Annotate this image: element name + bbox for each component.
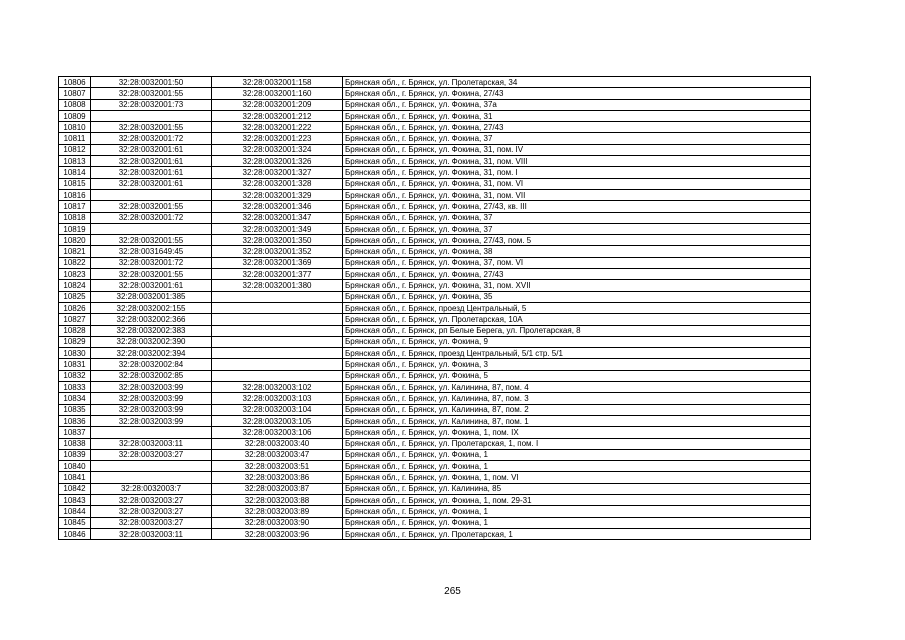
- address-cell: Брянская обл., г. Брянск, ул. Фокина, 9: [343, 336, 811, 347]
- address-cell: Брянская обл., г. Брянск, ул. Фокина, 27/43: [343, 269, 811, 280]
- row-number-cell: 10837: [59, 427, 91, 438]
- address-cell: Брянская обл., г. Брянск, ул. Пролетарская, 1: [343, 528, 811, 539]
- address-cell: Брянская обл., г. Брянск, ул. Калинина, 87, пом. 3: [343, 393, 811, 404]
- address-cell: Брянская обл., г. Брянск, ул. Фокина, 37: [343, 223, 811, 234]
- object-number-cell: 32:28:0032001:324: [212, 144, 343, 155]
- address-cell: Брянская обл., г. Брянск, ул. Фокина, 31, пом. XVII: [343, 280, 811, 291]
- object-number-cell: [212, 325, 343, 336]
- table-row: [59, 201, 811, 212]
- table-row: [59, 449, 811, 460]
- object-number-cell: 32:28:0032001:380: [212, 280, 343, 291]
- address-cell: Брянская обл., г. Брянск, ул. Фокина, 31, пом. IV: [343, 144, 811, 155]
- address-cell: Брянская обл., г. Брянск, ул. Фокина, 1: [343, 449, 811, 460]
- address-cell: Брянская обл., г. Брянск, ул. Калинина, 87, пом. 1: [343, 415, 811, 426]
- address-cell: Брянская обл., г. Брянск, ул. Фокина, 37: [343, 212, 811, 223]
- object-number-cell: 32:28:0032001:352: [212, 246, 343, 257]
- object-number-cell: 32:28:0032003:106: [212, 427, 343, 438]
- object-number-cell: 32:28:0032001:222: [212, 122, 343, 133]
- row-number-cell: 10840: [59, 461, 91, 472]
- row-number-cell: 10828: [59, 325, 91, 336]
- row-number-cell: 10829: [59, 336, 91, 347]
- address-cell: Брянская обл., г. Брянск, ул. Пролетарская, 10А: [343, 314, 811, 325]
- parcel-number-cell: 32:28:0032001:72: [91, 212, 212, 223]
- table-row: [59, 257, 811, 268]
- object-number-cell: 32:28:0032003:105: [212, 415, 343, 426]
- row-number-cell: 10826: [59, 302, 91, 313]
- row-number-cell: 10820: [59, 235, 91, 246]
- table-row: [59, 325, 811, 336]
- row-number-cell: 10846: [59, 528, 91, 539]
- object-number-cell: 32:28:0032001:347: [212, 212, 343, 223]
- table-row: [59, 110, 811, 121]
- parcel-number-cell: 32:28:0032001:61: [91, 156, 212, 167]
- parcel-number-cell: 32:28:0032001:55: [91, 201, 212, 212]
- table-row: [59, 314, 811, 325]
- object-number-cell: 32:28:0032003:96: [212, 528, 343, 539]
- row-number-cell: 10816: [59, 189, 91, 200]
- object-number-cell: 32:28:0032001:328: [212, 178, 343, 189]
- address-cell: Брянская обл., г. Брянск, ул. Фокина, 1: [343, 517, 811, 528]
- row-number-cell: 10819: [59, 223, 91, 234]
- object-number-cell: 32:28:0032001:350: [212, 235, 343, 246]
- parcel-number-cell: 32:28:0032001:61: [91, 144, 212, 155]
- address-cell: Брянская обл., г. Брянск, ул. Фокина, 31, пом. I: [343, 167, 811, 178]
- object-number-cell: [212, 336, 343, 347]
- object-number-cell: 32:28:0032001:212: [212, 110, 343, 121]
- row-number-cell: 10815: [59, 178, 91, 189]
- address-cell: Брянская обл., г. Брянск, ул. Фокина, 35: [343, 291, 811, 302]
- row-number-cell: 10825: [59, 291, 91, 302]
- address-cell: Брянская обл., г. Брянск, ул. Фокина, 1, пом. 29-31: [343, 494, 811, 505]
- table-row: [59, 370, 811, 381]
- table-row: [59, 472, 811, 483]
- row-number-cell: 10814: [59, 167, 91, 178]
- table-row: [59, 167, 811, 178]
- parcel-number-cell: 32:28:0032002:84: [91, 359, 212, 370]
- object-number-cell: 32:28:0032003:47: [212, 449, 343, 460]
- row-number-cell: 10817: [59, 201, 91, 212]
- address-cell: Брянская обл., г. Брянск, ул. Фокина, 31: [343, 110, 811, 121]
- object-number-cell: [212, 314, 343, 325]
- parcel-number-cell: 32:28:0032003:27: [91, 506, 212, 517]
- parcel-number-cell: 32:28:0032001:61: [91, 178, 212, 189]
- parcel-number-cell: 32:28:0032002:155: [91, 302, 212, 313]
- parcel-number-cell: 32:28:0032001:61: [91, 280, 212, 291]
- row-number-cell: 10831: [59, 359, 91, 370]
- row-number-cell: 10823: [59, 269, 91, 280]
- address-cell: Брянская обл., г. Брянск, ул. Фокина, 27/43: [343, 122, 811, 133]
- address-cell: Брянская обл., г. Брянск, ул. Фокина, 37а: [343, 99, 811, 110]
- table-row: [59, 246, 811, 257]
- parcel-number-cell: 32:28:0032003:99: [91, 393, 212, 404]
- table-row: [59, 528, 811, 539]
- parcel-number-cell: 32:28:0032003:11: [91, 438, 212, 449]
- parcel-number-cell: 32:28:0032001:61: [91, 167, 212, 178]
- table-row: [59, 517, 811, 528]
- address-cell: Брянская обл., г. Брянск, ул. Пролетарская, 34: [343, 77, 811, 88]
- parcel-number-cell: [91, 461, 212, 472]
- parcel-number-cell: 32:28:0032003:27: [91, 517, 212, 528]
- parcel-number-cell: 32:28:0031649:45: [91, 246, 212, 257]
- address-cell: Брянская обл., г. Брянск, ул. Фокина, 1, пом. IX: [343, 427, 811, 438]
- table-row: [59, 461, 811, 472]
- address-cell: Брянская обл., г. Брянск, ул. Фокина, 38: [343, 246, 811, 257]
- row-number-cell: 10821: [59, 246, 91, 257]
- row-number-cell: 10808: [59, 99, 91, 110]
- address-cell: Брянская обл., г. Брянск, ул. Фокина, 3: [343, 359, 811, 370]
- object-number-cell: 32:28:0032001:377: [212, 269, 343, 280]
- table-row: [59, 235, 811, 246]
- object-number-cell: 32:28:0032003:87: [212, 483, 343, 494]
- address-cell: Брянская обл., г. Брянск, рп Белые Берега, ул. Пролетарская, 8: [343, 325, 811, 336]
- table-row: [59, 223, 811, 234]
- row-number-cell: 10843: [59, 494, 91, 505]
- object-number-cell: 32:28:0032001:369: [212, 257, 343, 268]
- object-number-cell: 32:28:0032001:327: [212, 167, 343, 178]
- parcel-number-cell: 32:28:0032003:99: [91, 404, 212, 415]
- object-number-cell: 32:28:0032001:346: [212, 201, 343, 212]
- parcel-number-cell: 32:28:0032001:50: [91, 77, 212, 88]
- table-row: [59, 438, 811, 449]
- parcel-number-cell: [91, 472, 212, 483]
- address-cell: Брянская обл., г. Брянск, ул. Калинина, 87, пом. 4: [343, 382, 811, 393]
- parcel-number-cell: [91, 427, 212, 438]
- parcel-number-cell: 32:28:0032001:55: [91, 88, 212, 99]
- page-number: 265: [444, 586, 461, 597]
- row-number-cell: 10839: [59, 449, 91, 460]
- table-row: [59, 212, 811, 223]
- parcel-number-cell: 32:28:0032002:366: [91, 314, 212, 325]
- object-number-cell: 32:28:0032001:209: [212, 99, 343, 110]
- address-cell: Брянская обл., г. Брянск, ул. Фокина, 1: [343, 506, 811, 517]
- parcel-number-cell: 32:28:0032003:27: [91, 494, 212, 505]
- table-row: [59, 393, 811, 404]
- object-number-cell: [212, 302, 343, 313]
- parcel-number-cell: [91, 189, 212, 200]
- parcel-number-cell: 32:28:0032001:385: [91, 291, 212, 302]
- parcel-number-cell: 32:28:0032001:73: [91, 99, 212, 110]
- table-row: [59, 133, 811, 144]
- object-number-cell: 32:28:0032003:104: [212, 404, 343, 415]
- row-number-cell: 10818: [59, 212, 91, 223]
- table-row: [59, 427, 811, 438]
- row-number-cell: 10810: [59, 122, 91, 133]
- table-row: [59, 269, 811, 280]
- row-number-cell: 10806: [59, 77, 91, 88]
- registry-table-body: [59, 77, 811, 540]
- address-cell: Брянская обл., г. Брянск, ул. Фокина, 31, пом. VIII: [343, 156, 811, 167]
- row-number-cell: 10844: [59, 506, 91, 517]
- object-number-cell: 32:28:0032001:158: [212, 77, 343, 88]
- object-number-cell: 32:28:0032003:40: [212, 438, 343, 449]
- table-row: [59, 404, 811, 415]
- row-number-cell: 10811: [59, 133, 91, 144]
- parcel-number-cell: 32:28:0032003:11: [91, 528, 212, 539]
- parcel-number-cell: 32:28:0032001:72: [91, 133, 212, 144]
- object-number-cell: 32:28:0032001:349: [212, 223, 343, 234]
- table-row: [59, 348, 811, 359]
- table-row: [59, 291, 811, 302]
- object-number-cell: [212, 291, 343, 302]
- address-cell: Брянская обл., г. Брянск, ул. Фокина, 37, пом. VI: [343, 257, 811, 268]
- address-cell: Брянская обл., г. Брянск, ул. Калинина, 87, пом. 2: [343, 404, 811, 415]
- address-cell: Брянская обл., г. Брянск, ул. Фокина, 27/43, кв. III: [343, 201, 811, 212]
- address-cell: Брянская обл., г. Брянск, ул. Фокина, 27/43: [343, 88, 811, 99]
- row-number-cell: 10824: [59, 280, 91, 291]
- table-row: [59, 382, 811, 393]
- row-number-cell: 10812: [59, 144, 91, 155]
- parcel-number-cell: 32:28:0032002:383: [91, 325, 212, 336]
- address-cell: Брянская обл., г. Брянск, ул. Калинина, 85: [343, 483, 811, 494]
- row-number-cell: 10838: [59, 438, 91, 449]
- row-number-cell: 10836: [59, 415, 91, 426]
- row-number-cell: 10807: [59, 88, 91, 99]
- table-row: [59, 280, 811, 291]
- row-number-cell: 10833: [59, 382, 91, 393]
- address-cell: Брянская обл., г. Брянск, ул. Фокина, 27/43, пом. 5: [343, 235, 811, 246]
- row-number-cell: 10822: [59, 257, 91, 268]
- table-row: [59, 189, 811, 200]
- row-number-cell: 10830: [59, 348, 91, 359]
- registry-table: [58, 76, 811, 540]
- row-number-cell: 10809: [59, 110, 91, 121]
- parcel-number-cell: 32:28:0032001:55: [91, 235, 212, 246]
- row-number-cell: 10845: [59, 517, 91, 528]
- object-number-cell: 32:28:0032001:329: [212, 189, 343, 200]
- object-number-cell: [212, 359, 343, 370]
- table-row: [59, 156, 811, 167]
- address-cell: Брянская обл., г. Брянск, ул. Фокина, 31, пом. VI: [343, 178, 811, 189]
- table-row: [59, 99, 811, 110]
- parcel-number-cell: [91, 110, 212, 121]
- address-cell: Брянская обл., г. Брянск, ул. Фокина, 31, пом. VII: [343, 189, 811, 200]
- table-row: [59, 483, 811, 494]
- address-cell: Брянская обл., г. Брянск, ул. Фокина, 37: [343, 133, 811, 144]
- parcel-number-cell: 32:28:0032002:85: [91, 370, 212, 381]
- parcel-number-cell: 32:28:0032001:55: [91, 122, 212, 133]
- object-number-cell: 32:28:0032003:89: [212, 506, 343, 517]
- object-number-cell: 32:28:0032003:86: [212, 472, 343, 483]
- row-number-cell: 10841: [59, 472, 91, 483]
- address-cell: Брянская обл., г. Брянск, ул. Фокина, 1: [343, 461, 811, 472]
- parcel-number-cell: [91, 223, 212, 234]
- parcel-number-cell: 32:28:0032003:99: [91, 415, 212, 426]
- table-row: [59, 144, 811, 155]
- address-cell: Брянская обл., г. Брянск, проезд Центральный, 5: [343, 302, 811, 313]
- address-cell: Брянская обл., г. Брянск, ул. Пролетарская, 1, пом. I: [343, 438, 811, 449]
- row-number-cell: 10813: [59, 156, 91, 167]
- object-number-cell: 32:28:0032003:102: [212, 382, 343, 393]
- object-number-cell: 32:28:0032003:90: [212, 517, 343, 528]
- row-number-cell: 10827: [59, 314, 91, 325]
- table-row: [59, 302, 811, 313]
- object-number-cell: 32:28:0032003:103: [212, 393, 343, 404]
- parcel-number-cell: 32:28:0032003:7: [91, 483, 212, 494]
- object-number-cell: [212, 348, 343, 359]
- table-row: [59, 359, 811, 370]
- table-row: [59, 77, 811, 88]
- address-cell: Брянская обл., г. Брянск, ул. Фокина, 1, пом. VI: [343, 472, 811, 483]
- object-number-cell: 32:28:0032001:326: [212, 156, 343, 167]
- object-number-cell: 32:28:0032001:160: [212, 88, 343, 99]
- table-row: [59, 506, 811, 517]
- parcel-number-cell: 32:28:0032002:394: [91, 348, 212, 359]
- parcel-number-cell: 32:28:0032003:99: [91, 382, 212, 393]
- address-cell: Брянская обл., г. Брянск, ул. Фокина, 5: [343, 370, 811, 381]
- row-number-cell: 10842: [59, 483, 91, 494]
- object-number-cell: 32:28:0032003:88: [212, 494, 343, 505]
- parcel-number-cell: 32:28:0032001:72: [91, 257, 212, 268]
- parcel-number-cell: 32:28:0032002:390: [91, 336, 212, 347]
- table-row: [59, 494, 811, 505]
- row-number-cell: 10835: [59, 404, 91, 415]
- table-row: [59, 88, 811, 99]
- object-number-cell: 32:28:0032001:223: [212, 133, 343, 144]
- parcel-number-cell: 32:28:0032003:27: [91, 449, 212, 460]
- table-row: [59, 122, 811, 133]
- table-row: [59, 415, 811, 426]
- row-number-cell: 10834: [59, 393, 91, 404]
- parcel-number-cell: 32:28:0032001:55: [91, 269, 212, 280]
- table-row: [59, 336, 811, 347]
- row-number-cell: 10832: [59, 370, 91, 381]
- table-row: [59, 178, 811, 189]
- address-cell: Брянская обл., г. Брянск, проезд Центральный, 5/1 стр. 5/1: [343, 348, 811, 359]
- object-number-cell: 32:28:0032003:51: [212, 461, 343, 472]
- object-number-cell: [212, 370, 343, 381]
